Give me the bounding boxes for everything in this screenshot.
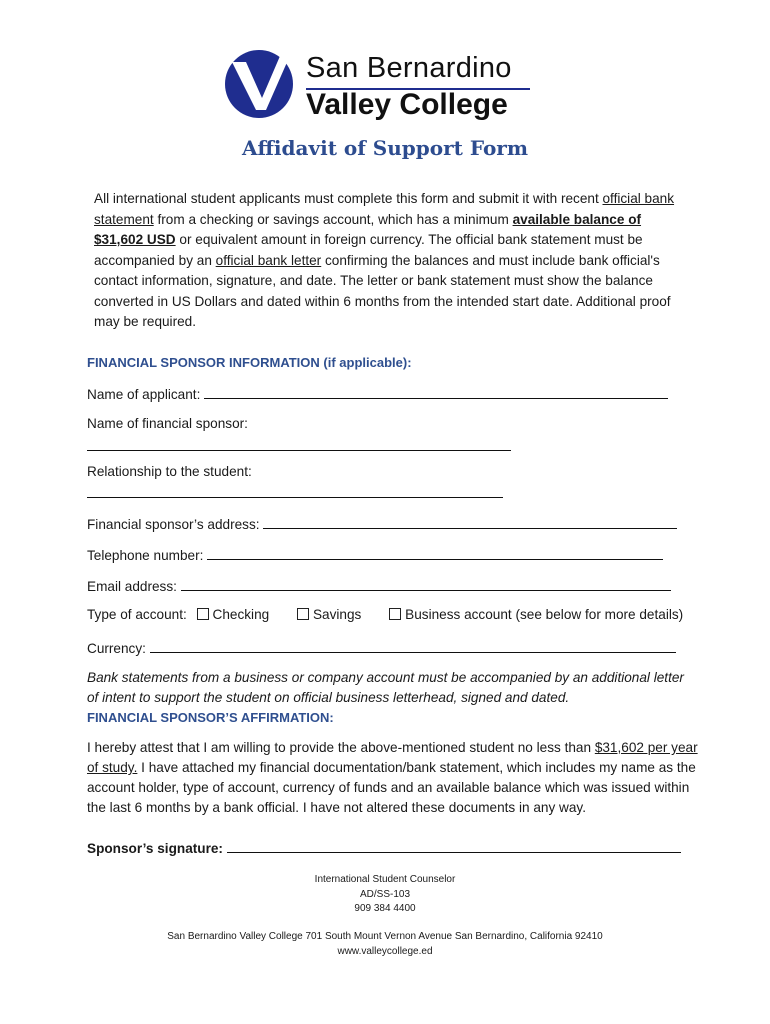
sponsor-address-label: Financial sponsor’s address: xyxy=(87,517,260,532)
signature-field[interactable] xyxy=(227,838,681,853)
sponsor-name-label: Name of financial sponsor: xyxy=(87,416,248,431)
business-label: Business account (see below for more details) xyxy=(405,607,684,622)
intro-text-3: or equivalent amount in foreign currency. The official bank statement must be accompanied by an xyxy=(94,232,643,268)
business-option[interactable] xyxy=(383,607,683,622)
counselor-phone: 909 384 4400 xyxy=(354,903,416,914)
college-logo xyxy=(222,48,532,120)
checking-label: Checking xyxy=(212,607,270,622)
college-address-block xyxy=(0,930,770,959)
address-row xyxy=(87,514,677,532)
email-field[interactable] xyxy=(181,576,671,591)
business-checkbox[interactable] xyxy=(389,608,401,620)
affirmation-text-2: I have attached my financial documentation/bank statement, which includes my name as the account holder, type of account, currency of funds and an available balance which was issued within the last 6 months by a bank official. I have not altered these documents in any way. xyxy=(87,760,696,815)
sponsor-address-field[interactable] xyxy=(263,514,677,529)
currency-row xyxy=(87,638,676,656)
affirmation-amount: $31,602 per year of study. xyxy=(87,740,698,775)
affirmation-paragraph xyxy=(87,738,707,818)
relationship-field[interactable] xyxy=(87,496,503,498)
intro-text-1: All international student applicants must complete this form and submit it with recent xyxy=(94,191,603,206)
affirmation-text-1: I hereby attest that I am willing to provide the above-mentioned student no less than xyxy=(87,740,595,755)
logo-line-2: Valley College xyxy=(306,88,508,121)
sponsor-name-field[interactable] xyxy=(87,449,511,451)
college-address: San Bernardino Valley College 701 South Mount Vernon Avenue San Bernardino, California 92410 xyxy=(167,931,603,942)
official-bank-letter-link: official bank letter xyxy=(215,252,322,268)
telephone-label: Telephone number: xyxy=(87,548,204,563)
currency-label: Currency: xyxy=(87,641,146,656)
affirmation-heading: FINANCIAL SPONSOR’S AFFIRMATION: xyxy=(87,710,334,725)
intro-text-2: from a checking or savings account, which has a minimum xyxy=(153,211,513,227)
intro-paragraph xyxy=(94,189,684,333)
applicant-name-field[interactable] xyxy=(204,384,668,399)
account-type-label: Type of account: xyxy=(87,607,187,622)
business-account-note: Bank statements from a business or company account must be accompanied by an additional letter of intent to support the student on official business letterhead, signed and dated. xyxy=(87,670,684,705)
applicant-name-label: Name of applicant: xyxy=(87,387,201,402)
account-type-row xyxy=(87,607,683,622)
telephone-row xyxy=(87,545,663,563)
email-label: Email address: xyxy=(87,579,177,594)
checking-checkbox[interactable] xyxy=(197,608,209,620)
intro-text-4: confirming the balances and must include bank official's contact information, signature, and date. The letter or bank statement must show the balance converted in US Dollars and dated within 6 months from the intended start date. Additional proof may be required. xyxy=(94,252,671,329)
minimum-balance-text: available balance of $31,602 USD xyxy=(94,211,642,247)
savings-label: Savings xyxy=(312,607,362,622)
checking-option[interactable] xyxy=(191,607,270,622)
telephone-field[interactable] xyxy=(207,545,663,560)
savings-checkbox[interactable] xyxy=(297,608,309,620)
college-website: www.valleycollege.ed xyxy=(337,945,433,957)
signature-label: Sponsor’s signature: xyxy=(87,841,223,856)
email-row xyxy=(87,576,671,594)
counselor-contact xyxy=(0,873,770,917)
form-title: Affidavit of Support Form xyxy=(242,136,528,160)
sponsor-info-heading: FINANCIAL SPONSOR INFORMATION (if applicable): xyxy=(87,355,412,370)
logo-line-1: San Bernardino xyxy=(306,52,512,84)
counselor-title: International Student Counselor xyxy=(314,874,456,885)
v-circle-logo-icon xyxy=(222,48,296,120)
official-bank-statement-link: official bank statement xyxy=(94,191,675,227)
relationship-label: Relationship to the student: xyxy=(87,464,252,479)
signature-row xyxy=(87,838,681,856)
applicant-name-row xyxy=(87,384,668,402)
savings-option[interactable] xyxy=(291,607,361,622)
currency-field[interactable] xyxy=(150,638,676,653)
counselor-office: AD/SS-103 xyxy=(359,888,411,900)
